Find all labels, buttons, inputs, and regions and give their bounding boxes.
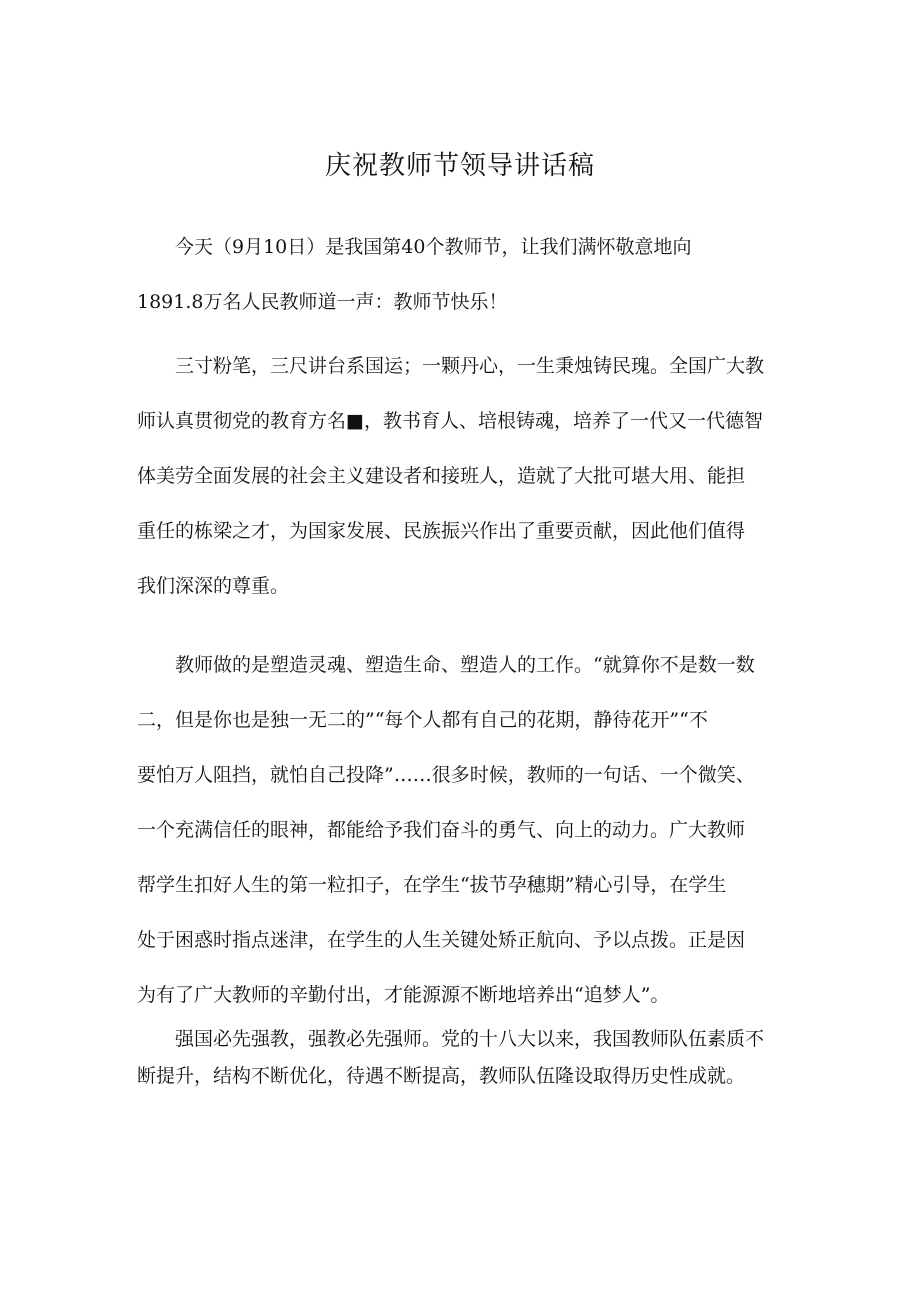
text-line: 我们深深的尊重。 [137, 575, 290, 597]
text-line: 教师做的是塑造灵魂、塑造生命、塑造人的工作。“就算你不是数一数 [175, 654, 755, 676]
text-line: 二，但是你也是独一无二的”“每个人都有自己的花期，静待花开”“不 [137, 709, 708, 731]
document-title: 庆祝教师节领导讲话稿 [324, 151, 595, 181]
paragraph-strong-nation-education [137, 1021, 797, 1095]
paragraph-teachers-day-greeting [137, 220, 797, 330]
paragraph-teachers-contribution [137, 339, 797, 614]
text-line: 断提升，结构不断优化，待遇不断提高，教师队伍隆设取得历史性成就。 [137, 1065, 746, 1087]
text-line: 帮学生扣好人生的第一粒扣子，在学生“拔节孕穗期”精心引导，在学生 [137, 874, 727, 896]
text-line: 1891.8万名人民教师道一声：教师节快乐！ [137, 291, 508, 313]
text-line: 三寸粉笔，三尺讲台系国运；一颗丹心，一生秉烛铸民瑰。全国广大教 [175, 355, 765, 377]
text-line: 师认真贯彻党的教育方名■，教书育人、培根铸魂，培养了一代又一代德智 [137, 410, 763, 432]
paragraph-teachers-work [137, 638, 797, 1023]
text-line: 处于困惑时指点迷津，在学生的人生关键处矫正航向、予以点拨。正是因 [137, 929, 746, 951]
text-line: 体美劳全面发展的社会主义建设者和接班人，造就了大批可堪大用、能担 [137, 465, 746, 487]
text-line: 今天（9月10日）是我国第40个教师节，让我们满怀敬意地向 [175, 236, 692, 258]
text-line: 为有了广大教师的辛勤付出，才能源源不断地培养出“追梦人”。 [137, 984, 670, 1006]
text-line: 一个充满信任的眼神，都能给予我们奋斗的勇气、向上的动力。广大教师 [137, 819, 746, 841]
text-line: 要怕万人阻挡，就怕自己投降”……很多时候，教师的一句话、一个微笑、 [137, 764, 755, 786]
text-line: 强国必先强教，强教必先强师。党的十八大以来，我国教师队伍素质不 [175, 1028, 765, 1050]
text-line: 重任的栋梁之才，为国家发展、民族振兴作出了重要贡献，因此他们值得 [137, 520, 746, 542]
